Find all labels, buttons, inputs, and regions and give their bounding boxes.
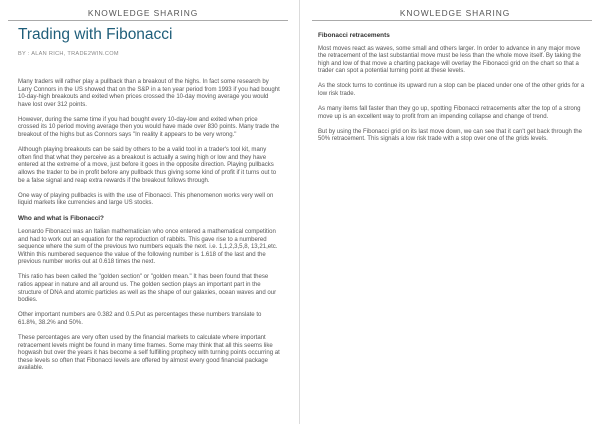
header-rule: [8, 20, 288, 21]
page-header: KNOWLEDGE SHARING: [87, 8, 199, 18]
paragraph: Many traders will rather play a pullback than a breakout of the highs. In fact some research by Larry Connors in the US showed that on the S&P in a ten year period from 1993 if you had bought 10-day-high breakouts and exited when prices crossed the 10-day moving average you would have lost over 312 points.: [18, 79, 280, 108]
paragraph: One way of playing pullbacks is with the use of Fibonacci. This phenomenon works very well on liquid markets like currencies and large US stocks.: [18, 192, 274, 207]
paragraph: This ratio has been called the "golden section" or "golden mean." It has been found that these ratios appear in nature and all around us. The golden section plays an important part in the structure of DNA and atomic particles as well as the shape of our galaxies, ocean waves and our bodies.: [18, 274, 277, 304]
paragraph: As many items fall faster than they go up, spotting Fibonacci retracements after the top of a strong move up is an excellent way to profit from an impending collapse and change of trend.: [318, 106, 581, 120]
paragraph: However, during the same time if you had bought every 10-day-low and exited when price crossed its 10 period moving average then you would have made over 830 points. Many trade the breakout of the highs but as Connors says "In reality it appears to be very wrong.": [18, 116, 280, 139]
paragraph: Most moves react as waves, some small and others larger. In order to advance in any major move the retracement of the last substantial move must be less than the whole move itself. By taking the high and low of that move a charting package will overlay the Fibonacci grid on the chart so that a trader can spot a potential turning point at these levels.: [318, 45, 581, 75]
right-page: [300, 0, 600, 424]
left-column: [18, 79, 280, 380]
paragraph: These percentages are very often used by the financial markets to calculate where important retracement levels might be found in many time frames. Some may think that all this seems like hogwash but over the years it has become a self fulfilling prophecy with turning points occurring at these levels so often that Fibonacci levels are offered by almost every good financial package available.: [18, 334, 280, 372]
paragraph: Although playing breakouts can be said by others to be a valid tool in a trader's tool kit, many often find that what they perceive as a breakout is actually a swing high or low and they have entered at the extreme of a move, just before it goes in the opposite direction. Playing pullbacks allows the trader to be in profit before any pullback thus giving some kind of profit if it turns out to be a false signal and reap extra rewards if the breakout follows through.: [18, 147, 277, 184]
header-rule: [312, 20, 592, 21]
paragraph: Leonardo Fibonacci was an Italian mathematician who once entered a mathematical competition and had to work out an equation for the reproduction of rabbits. This gave rise to a numbered sequence where the sum of the previous two numbers equals the next. i.e. 1,1,2,3,5,8, 13,21,etc. Within this numbered sequence the value of the following number is 1.618 of the last and the previous number works out at 0.618 times the next.: [18, 228, 278, 266]
article-title: Trading with Fibonacci: [18, 26, 173, 43]
paragraph: As the stock turns to continue its upward run a stop can be placed under one of the other grids for a low risk trade.: [318, 83, 585, 98]
paragraph: But by using the Fibonacci grid on its last move down, we can see that it can't get back through the 50% retracement. This signals a low risk trade with a stop over one of the grids levels.: [318, 128, 583, 143]
article-byline: BY : ALAN RICH, TRADE2WIN.COM: [18, 51, 119, 57]
page-header: KNOWLEDGE SHARING: [399, 8, 511, 18]
right-column: [318, 32, 586, 152]
section-heading: Who and what is Fibonacci?: [18, 215, 104, 223]
paragraph: Other important numbers are 0.382 and 0.5.Put as percentages these numbers translate to 61.8%, 38.2% and 50%.: [18, 312, 262, 326]
section-heading: Fibonacci retracements: [318, 32, 390, 39]
